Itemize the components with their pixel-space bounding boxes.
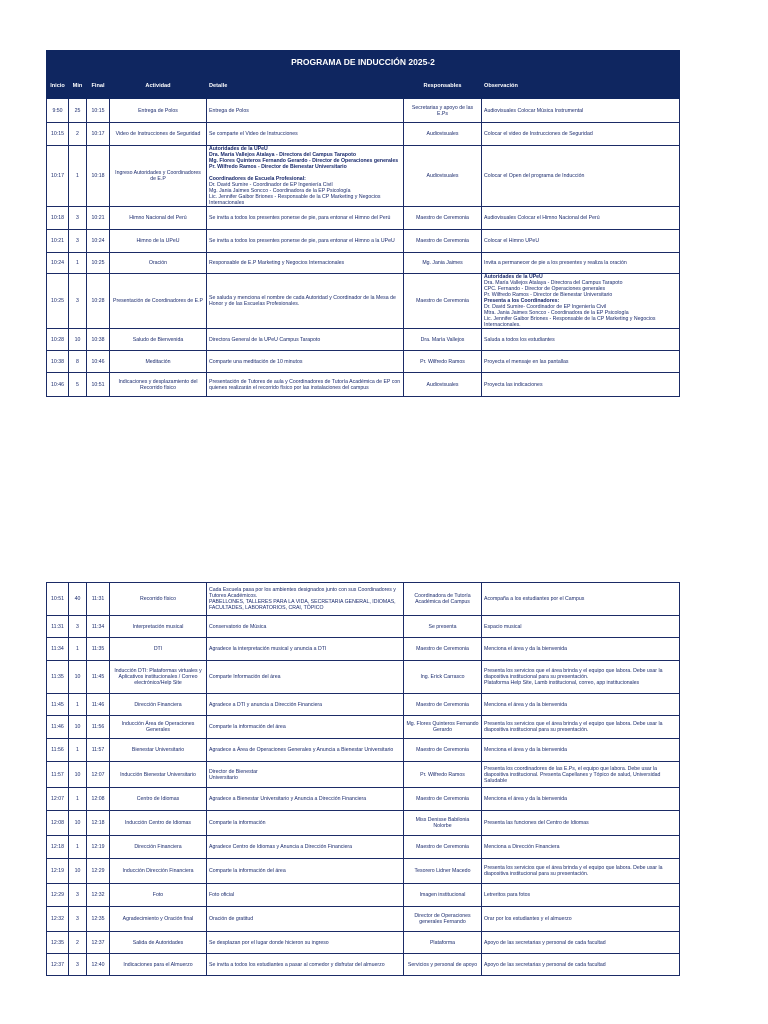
cell-detalle-line: Conservatorio de Música <box>209 623 267 630</box>
cell-actividad: Meditación <box>110 351 207 373</box>
cell-detalle-line: Mg. Jania Jaimes Soncco - Coordinadora de la EP Psicología <box>209 188 351 194</box>
cell-detalle-line: PABELLONES, TALLERES PARA LA VIDA, SECRETARIA GENERAL, IDIOMAS, FACULTADES, LABORATORIOS, CRAI, TÓPICO <box>209 599 396 611</box>
cell-detalle-line: Se invita a todos los presentes ponerse de pie, para entonar el Himno a la UPeU <box>209 238 395 244</box>
cell-final: 11:34 <box>87 616 110 638</box>
cell-responsables: Maestro de Ceremonia <box>404 788 482 811</box>
cell-actividad: Centro de Idiomas <box>110 788 207 811</box>
cell-actividad: Inducción Dirección Financiera <box>110 859 207 884</box>
cell-inicio: 10:18 <box>47 207 69 230</box>
cell-observacion <box>482 836 680 859</box>
cell-final: 10:25 <box>87 253 110 274</box>
cell-observacion-line: Presenta los servicios que el área brinda y el equipo que labora. Debe usar la diapositiva institucional para su presentación. <box>484 721 663 733</box>
cell-actividad: Himno de la UPeU <box>110 230 207 253</box>
cell-observacion-line: Colocar el video de Instrucciones de Seguridad <box>484 131 593 137</box>
cell-responsables: Maestro de Ceremonia <box>404 694 482 716</box>
cell-min: 1 <box>69 638 87 661</box>
cell-final: 10:17 <box>87 123 110 146</box>
cell-min: 10 <box>69 329 87 351</box>
cell-inicio: 10:46 <box>47 373 69 397</box>
schedule-table-page-1 <box>46 50 680 397</box>
table-row <box>47 146 680 207</box>
cell-final: 11:31 <box>87 583 110 616</box>
cell-observacion <box>482 694 680 716</box>
table-row <box>47 99 680 123</box>
cell-detalle <box>207 207 404 230</box>
cell-observacion-line: Autoridades de la UPeU <box>484 274 543 280</box>
cell-detalle <box>207 811 404 836</box>
cell-final: 11:45 <box>87 661 110 694</box>
cell-min: 1 <box>69 836 87 859</box>
schedule-table-page-2 <box>46 582 680 976</box>
cell-detalle-line: Oración de gratitud <box>209 916 254 922</box>
cell-observacion-line: Apoyo de las secretarias y personal de cada facultad <box>484 961 606 968</box>
table-row <box>47 884 680 907</box>
cell-min: 10 <box>69 716 87 739</box>
cell-actividad: Indicaciones para el Almuerzo <box>110 954 207 976</box>
cell-observacion-line: Proyecta las indicaciones <box>484 381 543 388</box>
cell-final: 10:46 <box>87 351 110 373</box>
cell-observacion-line: Lic. Jennifer Gaibor Briones - Responsable de la CP Marketing y Negocios Internacionales. <box>484 316 656 328</box>
table-row <box>47 253 680 274</box>
cell-min: 1 <box>69 739 87 762</box>
cell-min: 2 <box>69 932 87 954</box>
cell-min: 1 <box>69 694 87 716</box>
cell-observacion-line: Presenta a los Coordinadores: <box>484 298 560 304</box>
cell-responsables: Coordinadora de Tutoría Académica del Campus <box>404 583 482 616</box>
cell-inicio: 11:35 <box>47 661 69 694</box>
cell-detalle <box>207 954 404 976</box>
cell-observacion-line: Menciona el área y da la bienvenida <box>484 747 568 753</box>
cell-responsables: Maestro de Ceremonia <box>404 836 482 859</box>
cell-min: 3 <box>69 274 87 329</box>
cell-observacion <box>482 739 680 762</box>
table-row <box>47 373 680 397</box>
cell-observacion <box>482 373 680 397</box>
cell-inicio: 10:24 <box>47 253 69 274</box>
cell-observacion <box>482 859 680 884</box>
program-title: PROGRAMA DE INDUCCIÓN 2025-2 <box>47 51 680 74</box>
cell-inicio: 12:19 <box>47 859 69 884</box>
cell-detalle-line: Dra. María Vallejos Atalaya - Directora del Campus Tarapoto <box>209 152 357 158</box>
table-row <box>47 123 680 146</box>
cell-observacion <box>482 884 680 907</box>
cell-responsables: Maestro de Ceremonia <box>404 638 482 661</box>
cell-detalle <box>207 762 404 788</box>
table-row <box>47 954 680 976</box>
cell-actividad: Himno Nacional del Perú <box>110 207 207 230</box>
cell-detalle-line: Se saluda y menciona el nombre de cada Autoridad y Coordinador de la Mesa de Honor y de las Escuelas Profesionales. <box>209 295 396 307</box>
cell-detalle <box>207 859 404 884</box>
cell-responsables: Mg. Flores Quinteros Fernando Gerardo <box>404 716 482 739</box>
cell-final: 12:32 <box>87 884 110 907</box>
cell-actividad: DTI <box>110 638 207 661</box>
cell-observacion-line: Presenta los servicios que el área brinda y el equipo que labora. Debe usar la diapositiva institucional para su presentación. <box>484 668 663 680</box>
cell-inicio: 12:18 <box>47 836 69 859</box>
cell-observacion <box>482 207 680 230</box>
header-final: Final <box>87 74 110 99</box>
table-row <box>47 661 680 694</box>
cell-observacion <box>482 146 680 207</box>
table-row <box>47 583 680 616</box>
cell-observacion-line: Apoyo de las secretarias y personal de cada facultad <box>484 939 606 946</box>
cell-inicio: 12:37 <box>47 954 69 976</box>
cell-inicio: 11:46 <box>47 716 69 739</box>
cell-actividad: Inducción Área de Operaciones Generales <box>110 716 207 739</box>
cell-actividad: Presentación de Coordinadores de E.P <box>110 274 207 329</box>
cell-final: 10:15 <box>87 99 110 123</box>
cell-observacion <box>482 788 680 811</box>
cell-responsables: Plataforma <box>404 932 482 954</box>
cell-detalle <box>207 583 404 616</box>
cell-final: 12:37 <box>87 932 110 954</box>
cell-detalle <box>207 694 404 716</box>
cell-final: 12:29 <box>87 859 110 884</box>
cell-min: 3 <box>69 954 87 976</box>
cell-inicio: 11:45 <box>47 694 69 716</box>
cell-final: 11:35 <box>87 638 110 661</box>
table-row <box>47 207 680 230</box>
cell-final: 10:18 <box>87 146 110 207</box>
cell-observacion-line: Orar por los estudiantes y el almuerzo <box>484 916 572 922</box>
cell-responsables: Maestro de Ceremonia <box>404 739 482 762</box>
cell-inicio: 10:21 <box>47 230 69 253</box>
cell-min: 10 <box>69 762 87 788</box>
cell-inicio: 12:35 <box>47 932 69 954</box>
cell-detalle <box>207 253 404 274</box>
cell-detalle-line: Responsable de E.P Marketing y Negocios Internacionales <box>209 260 345 266</box>
cell-actividad: Inducción Bienestar Universitario <box>110 762 207 788</box>
cell-detalle-line: Agradece a Bienestar Universitario y Anuncia a Dirección Financiera <box>209 796 367 802</box>
cell-min: 3 <box>69 884 87 907</box>
table-row <box>47 788 680 811</box>
cell-final: 12:18 <box>87 811 110 836</box>
cell-detalle-line: Directora General de la UPeU Campus Tarapoto <box>209 336 321 343</box>
cell-detalle <box>207 638 404 661</box>
cell-detalle <box>207 329 404 351</box>
cell-observacion <box>482 351 680 373</box>
cell-detalle <box>207 146 404 207</box>
cell-inicio: 10:38 <box>47 351 69 373</box>
cell-observacion <box>482 274 680 329</box>
cell-responsables: Dra. María Vallejos <box>404 329 482 351</box>
cell-detalle-line: Foto oficial <box>209 892 235 898</box>
table-row <box>47 274 680 329</box>
cell-actividad: Foto <box>110 884 207 907</box>
cell-detalle <box>207 373 404 397</box>
cell-detalle-line: Comparte Información del área <box>209 674 281 680</box>
cell-inicio: 12:29 <box>47 884 69 907</box>
cell-detalle-line: Se desplazan por el lugar donde hicieron su ingreso <box>209 939 329 946</box>
cell-observacion <box>482 253 680 274</box>
cell-actividad: Dirección Financiera <box>110 694 207 716</box>
cell-actividad: Video de Instrucciones de Seguridad <box>110 123 207 146</box>
cell-inicio: 12:07 <box>47 788 69 811</box>
cell-inicio: 10:25 <box>47 274 69 329</box>
cell-observacion-line: Dr. David Sumire- Coordinador de EP Ingeniería Civil <box>484 304 607 310</box>
cell-observacion-line: Menciona el área y da la bienvenida <box>484 646 568 652</box>
table-row <box>47 638 680 661</box>
cell-final: 10:24 <box>87 230 110 253</box>
cell-observacion-line: Presenta las funciones del Centro de Idiomas <box>484 820 589 826</box>
table-row <box>47 694 680 716</box>
cell-actividad: Ingreso Autoridades y Coordinadores de E.P <box>110 146 207 207</box>
cell-inicio: 9:50 <box>47 99 69 123</box>
cell-final: 10:28 <box>87 274 110 329</box>
cell-min: 10 <box>69 661 87 694</box>
cell-detalle-line: Comparte una meditación de 10 minutos <box>209 358 303 365</box>
cell-min: 10 <box>69 811 87 836</box>
cell-observacion <box>482 329 680 351</box>
cell-observacion <box>482 99 680 123</box>
cell-inicio: 12:32 <box>47 907 69 932</box>
cell-detalle-line: Agradece a Área de Operaciones Generales y Anuncia a Bienestar Universitario <box>209 747 394 753</box>
cell-observacion-line: Presenta los servicios que el área brinda y el equipo que labora. Debe usar la diapositiva institucional para su presentación. <box>484 865 663 877</box>
cell-final: 12:35 <box>87 907 110 932</box>
cell-detalle <box>207 123 404 146</box>
cell-min: 1 <box>69 146 87 207</box>
cell-observacion-line: Letreritos para fotos <box>484 892 531 898</box>
cell-observacion <box>482 661 680 694</box>
cell-min: 25 <box>69 99 87 123</box>
cell-min: 8 <box>69 351 87 373</box>
cell-min: 10 <box>69 859 87 884</box>
cell-actividad: Inducción DTI: Plataformas virtuales y Aplicativos institucionales / Correo electrónico/Help Site <box>110 661 207 694</box>
header-detalle: Detalle <box>207 74 404 99</box>
cell-observacion-line: Espacio musical <box>484 623 522 630</box>
cell-observacion <box>482 583 680 616</box>
cell-observacion <box>482 123 680 146</box>
cell-observacion <box>482 954 680 976</box>
cell-final: 10:21 <box>87 207 110 230</box>
cell-responsables: Ing. Erick Carrasco <box>404 661 482 694</box>
cell-responsables: Miss Denisse Babilonia Nolorbe <box>404 811 482 836</box>
table-row <box>47 762 680 788</box>
cell-responsables: Pr. Wilfredo Ramos <box>404 762 482 788</box>
cell-min: 40 <box>69 583 87 616</box>
cell-responsables: Servicios y personal de apoyo <box>404 954 482 976</box>
cell-inicio: 12:08 <box>47 811 69 836</box>
header-inicio: Inicio <box>47 74 69 99</box>
cell-min: 2 <box>69 123 87 146</box>
table-row <box>47 739 680 762</box>
cell-detalle-line: Pr. Wilfredo Ramos - Director de Bienestar Universitario <box>209 164 347 170</box>
cell-observacion <box>482 762 680 788</box>
table-row <box>47 836 680 859</box>
cell-observacion-line: Pr. Wilfredo Ramos - Director de Bienestar Universitario <box>484 292 613 298</box>
table-row <box>47 907 680 932</box>
cell-responsables: Imagen institucional <box>404 884 482 907</box>
cell-min: 3 <box>69 207 87 230</box>
table-row <box>47 859 680 884</box>
cell-min: 3 <box>69 616 87 638</box>
cell-responsables: Audiovisuales <box>404 146 482 207</box>
cell-actividad: Inducción Centro de Idiomas <box>110 811 207 836</box>
cell-actividad: Interpretación musical <box>110 616 207 638</box>
table-row <box>47 230 680 253</box>
cell-final: 12:08 <box>87 788 110 811</box>
cell-observacion <box>482 638 680 661</box>
cell-responsables: Pr. Wilfredo Ramos <box>404 351 482 373</box>
cell-observacion-line: Menciona a Dirección Financiera <box>484 844 560 850</box>
cell-detalle <box>207 716 404 739</box>
cell-detalle-line: Se invita a todos los presentes ponerse de pie, para entonar el Himno del Perú <box>209 215 391 221</box>
cell-final: 12:07 <box>87 762 110 788</box>
cell-min: 3 <box>69 230 87 253</box>
table-row <box>47 932 680 954</box>
cell-responsables: Director de Operaciones generales Fernando <box>404 907 482 932</box>
cell-final: 11:57 <box>87 739 110 762</box>
cell-observacion-line: Presenta los coordinadores de las E.Ps, el equipo que labora. Debe usar la diapositiva institucional. Presenta Capellanes y Tópico de salud, Universidad Saludable <box>484 765 661 784</box>
cell-final: 11:56 <box>87 716 110 739</box>
cell-detalle-line: Entrega de Polos <box>209 107 249 114</box>
cell-observacion-line: CPC. Fernando - Director de Operaciones generales <box>484 286 606 292</box>
cell-inicio: 11:31 <box>47 616 69 638</box>
cell-actividad: Recorrido físico <box>110 583 207 616</box>
cell-actividad: Saludo de Bienvenida <box>110 329 207 351</box>
cell-observacion-line: Acompaña a los estudiantes por el Campus <box>484 596 585 602</box>
cell-detalle-line: Agradece la interpretación musical y anuncia a DTI <box>209 646 327 652</box>
cell-observacion-line: Mtra. Jania Jaimes Soncco - Coordinadora de la EP Psicología <box>484 310 629 316</box>
table-row <box>47 329 680 351</box>
table-row <box>47 716 680 739</box>
cell-observacion-line: Audiovisuales Colocar Música Instrumental <box>484 107 584 114</box>
cell-responsables: Mg. Jania Jaimes <box>404 253 482 274</box>
cell-detalle-line: Se invita a todos los estudiantes a pasar al comedor y disfrutar del almuerzo <box>209 961 385 968</box>
header-actividad: Actividad <box>110 74 207 99</box>
table-row <box>47 351 680 373</box>
cell-actividad: Indicaciones y desplazamiento del Recorrido físico <box>110 373 207 397</box>
cell-detalle <box>207 230 404 253</box>
cell-detalle-line: Dr. David Sumire - Coordinador de EP Ingeniería Civil <box>209 182 333 188</box>
cell-observacion <box>482 907 680 932</box>
cell-inicio: 10:51 <box>47 583 69 616</box>
cell-detalle <box>207 788 404 811</box>
cell-responsables: Audiovisuales <box>404 123 482 146</box>
cell-final: 11:46 <box>87 694 110 716</box>
cell-observacion <box>482 932 680 954</box>
header-min: Min <box>69 74 87 99</box>
cell-observacion <box>482 616 680 638</box>
cell-detalle-line: Agradece Centro de Idiomas y Anuncia a Dirección Financiera <box>209 844 353 850</box>
cell-detalle-line: Coordinadores de Escuela Profesional: <box>209 176 306 182</box>
cell-actividad: Agradecimiento y Oración final <box>110 907 207 932</box>
cell-responsables: Audiovisuales <box>404 373 482 397</box>
table-row <box>47 616 680 638</box>
cell-min: 1 <box>69 788 87 811</box>
cell-observacion <box>482 811 680 836</box>
cell-observacion-line: Invita a permanecer de pie a los presentes y realiza la oración <box>484 260 627 266</box>
cell-inicio: 10:15 <box>47 123 69 146</box>
cell-detalle <box>207 616 404 638</box>
cell-observacion <box>482 716 680 739</box>
cell-detalle <box>207 836 404 859</box>
cell-detalle <box>207 274 404 329</box>
cell-actividad: Oración <box>110 253 207 274</box>
cell-detalle <box>207 739 404 762</box>
cell-detalle-line: Universitario <box>209 774 238 781</box>
cell-observacion-line: Colocar el Open del programa de Inducción <box>484 173 585 179</box>
cell-detalle-line: Mg. Flores Quinteros Fernando Gerardo - Director de Operaciones generales <box>209 158 399 164</box>
cell-responsables: Maestro de Ceremonia <box>404 230 482 253</box>
cell-observacion-line: Proyecta el mensaje en las pantallas <box>484 358 569 365</box>
cell-responsables: Maestro de Ceremonia <box>404 207 482 230</box>
cell-detalle-line: Lic. Jennifer Gaibor Briones - Responsable de la CP Marketing y Negocios Internacionales <box>209 194 381 206</box>
cell-observacion <box>482 230 680 253</box>
cell-detalle <box>207 932 404 954</box>
cell-inicio: 10:28 <box>47 329 69 351</box>
cell-detalle-line: Comparte la información del área <box>209 868 286 874</box>
cell-actividad: Bienestar Universitario <box>110 739 207 762</box>
cell-observacion-line: Menciona el área y da la bienvenida <box>484 701 568 708</box>
cell-actividad: Salida de Autoridades <box>110 932 207 954</box>
cell-observacion-line: Dra. María Vallejos Atalaya - Directora del Campus Tarapoto <box>484 280 623 286</box>
cell-actividad: Entrega de Polos <box>110 99 207 123</box>
cell-detalle <box>207 99 404 123</box>
cell-observacion-line: Menciona el área y da la bienvenida <box>484 796 568 802</box>
cell-min: 5 <box>69 373 87 397</box>
cell-detalle-line: Director de Bienestar <box>209 768 258 775</box>
cell-final: 12:40 <box>87 954 110 976</box>
cell-observacion-line: Audiovisuales Colocar el Himno Nacional del Perú <box>484 215 600 221</box>
cell-detalle-line: Autoridades de la UPeU <box>209 146 268 152</box>
cell-inicio: 11:34 <box>47 638 69 661</box>
header-observacion: Observación <box>482 74 680 99</box>
cell-observacion-line: Plataforma Help Site, Lamb institucional, correo, app institucionales <box>484 680 640 686</box>
cell-final: 10:51 <box>87 373 110 397</box>
cell-detalle <box>207 351 404 373</box>
cell-detalle <box>207 907 404 932</box>
cell-detalle-line: Se comparte el Video de Instrucciones <box>209 131 298 137</box>
table-row <box>47 811 680 836</box>
header-responsables: Responsables <box>404 74 482 99</box>
cell-final: 12:19 <box>87 836 110 859</box>
cell-inicio: 11:57 <box>47 762 69 788</box>
cell-detalle-line: Cada Escuela pasa por los ambientes designados junto con sus Coordinadores y Tutores Académicos. <box>209 587 396 599</box>
cell-responsables: Maestro de Ceremonia <box>404 274 482 329</box>
cell-responsables: Secretarias y apoyo de las E.Ps <box>404 99 482 123</box>
cell-inicio: 11:56 <box>47 739 69 762</box>
cell-responsables: Tesorero Lidner Macedo <box>404 859 482 884</box>
cell-observacion-line: Colocar el Himno UPeU <box>484 238 540 244</box>
cell-actividad: Dirección Financiera <box>110 836 207 859</box>
cell-observacion-line: Saluda a todos los estudiantes <box>484 336 555 343</box>
cell-detalle-line: Comparte la información <box>209 820 266 826</box>
cell-detalle <box>207 884 404 907</box>
cell-detalle <box>207 661 404 694</box>
cell-inicio: 10:17 <box>47 146 69 207</box>
cell-min: 3 <box>69 907 87 932</box>
cell-detalle-line: Agradece a DTI y anuncia a Dirección Financiera <box>209 701 323 708</box>
cell-final: 10:38 <box>87 329 110 351</box>
cell-detalle-line: Presentación de Tutores de aula y Coordinadores de Tutoría Académica de EP con quienes realizarán el recorrido físico por las instalaciones del campus <box>209 378 401 391</box>
cell-min: 1 <box>69 253 87 274</box>
cell-responsables: Se presenta <box>404 616 482 638</box>
cell-detalle-line: Comparte la información del área <box>209 724 286 730</box>
